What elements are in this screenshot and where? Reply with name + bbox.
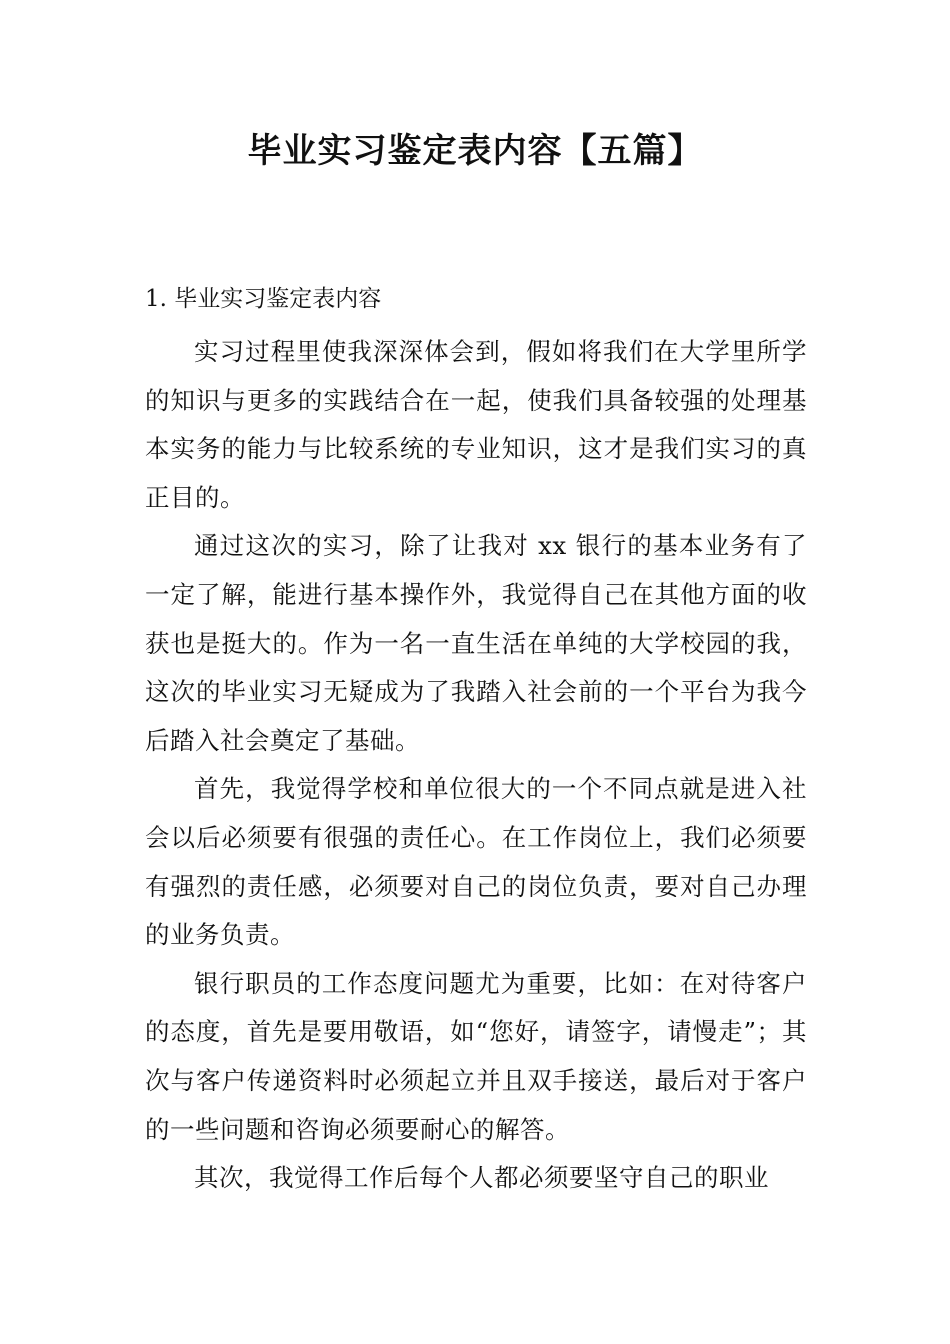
document-body [145,328,807,1203]
paragraph: 首先，我觉得学校和单位很大的一个不同点就是进入社会以后必须要有很强的责任心。在工作岗位上，我们必须要有强烈的责任感，必须要对自己的岗位负责，要对自己办理的业务负责。 [145,774,807,950]
paragraph: 实习过程里使我深深体会到，假如将我们在大学里所学的知识与更多的实践结合在一起，使我们具备较强的处理基本实务的能力与比较系统的专业知识，这才是我们实习的真正目的。 [145,337,807,512]
document-title: 毕业实习鉴定表内容【五篇】 [247,131,703,171]
paragraph: 银行职员的工作态度问题尤为重要，比如：在对待客户的态度，首先是要用敬语，如“您好，请签字，请慢走”；其次与客户传递资料时必须起立并且双手接送，最后对于客户的一些问题和咨询必须要耐心的解答。 [145,968,807,1144]
paragraph: 通过这次的实习，除了让我对 xx 银行的基本业务有了一定了解，能进行基本操作外，我觉得自己在其他方面的收获也是挺大的。作为一名一直生活在单纯的大学校园的我，这次的毕业实习无疑成为了我踏入社会前的一个平台为我今后踏入社会奠定了基础。 [145,531,807,755]
paragraph: 其次，我觉得工作后每个人都必须要坚守自己的职业 [194,1163,769,1193]
section-heading: 1. 毕业实习鉴定表内容 [145,286,382,312]
